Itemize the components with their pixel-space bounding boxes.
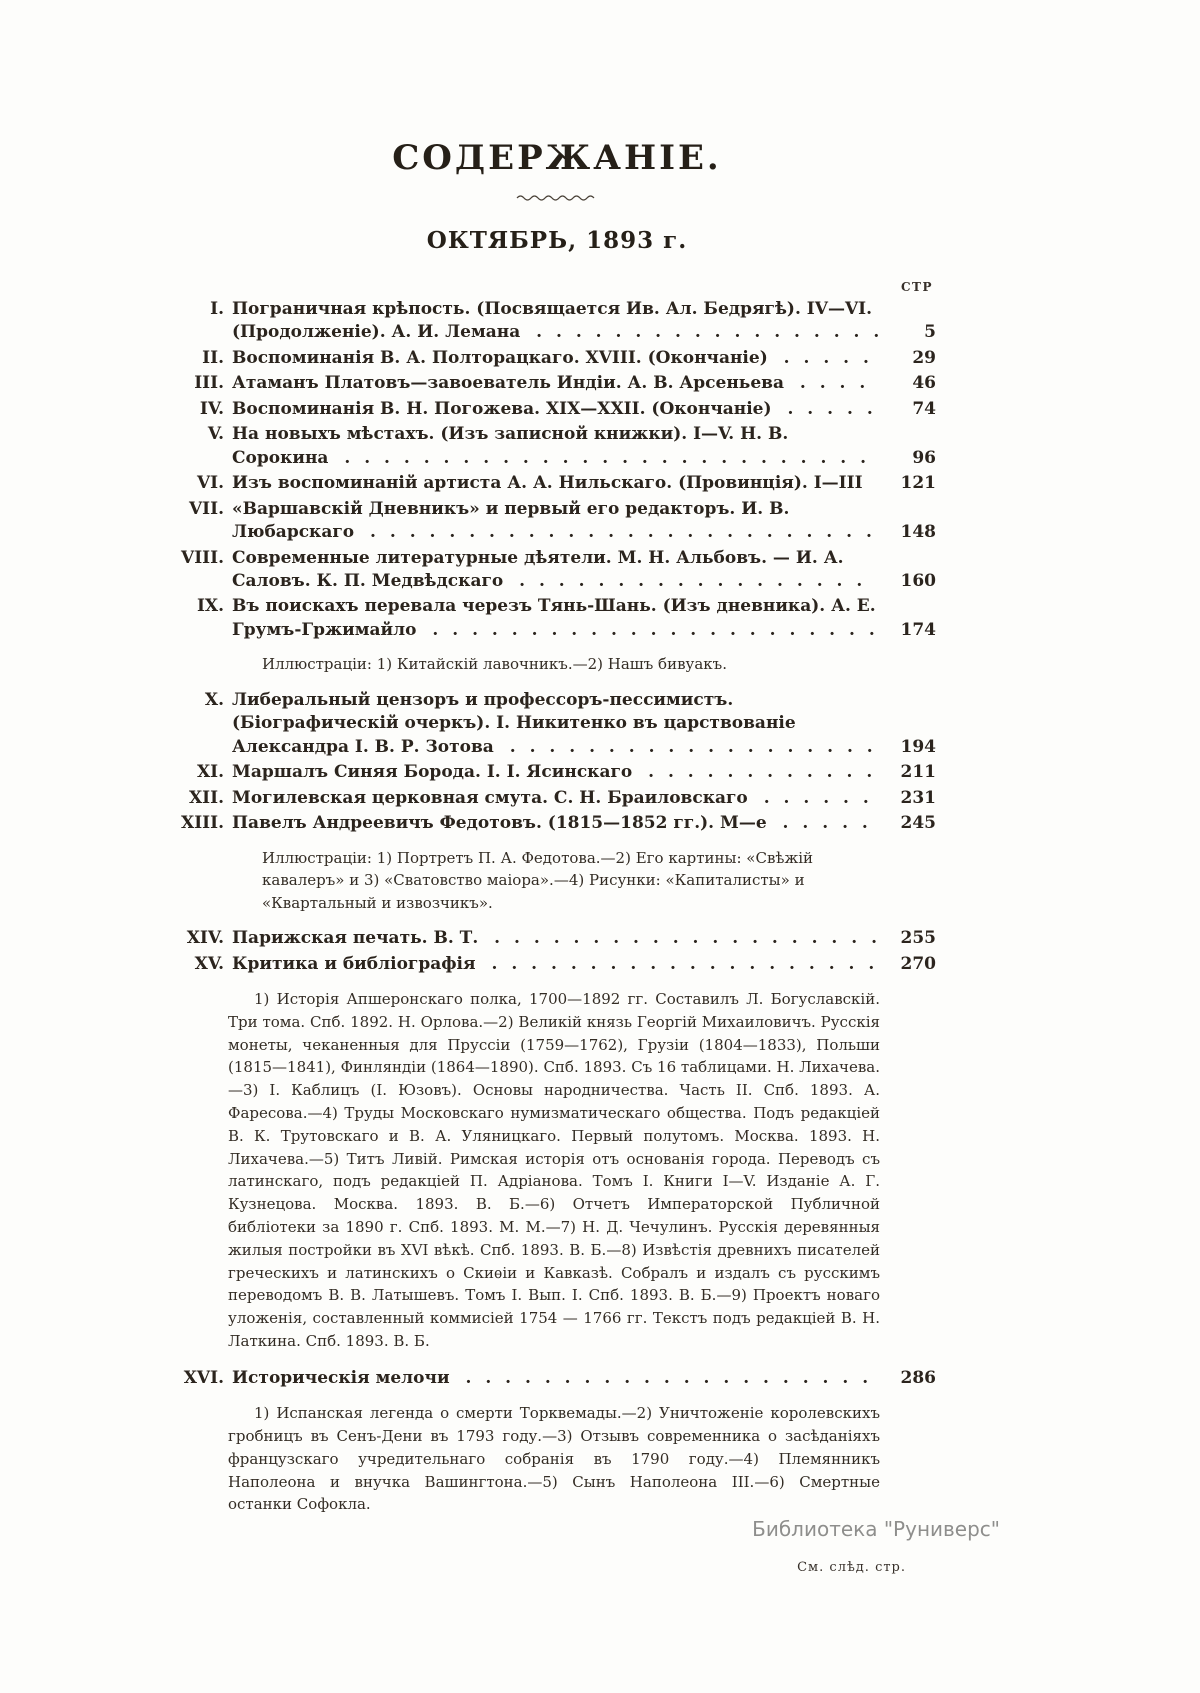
entry-number: X. [204,689,224,710]
entry-number: XIII. [181,813,224,834]
dot-leader: . . . . . . . . . . . . . . . . . . [526,322,884,343]
dot-leader: . . . . . [777,398,877,419]
entry-page: 74 [912,398,936,419]
entry-page: 174 [900,619,936,640]
entry-page: 160 [900,570,936,591]
illustrations-note: Иллюстраціи: 1) Портретъ П. А. Федотова.—2) Его картины: «Свѣжій кавалеръ» и 3) «Сватовство маіора».—4) Рисунки: «Капиталисты» и «Квартальный и извозчикъ». [262,848,814,912]
entry-page: 121 [900,473,936,494]
entry-number: III. [194,373,224,394]
toc-entry [178,689,936,759]
illustrations-note: Иллюстраціи: 1) Китайскій лавочникъ.—2) Нашъ бивуакъ. [262,655,727,674]
entry-title: Могилевская церковная смута. С. Н. Браиловскаго [232,787,748,808]
entry-title: Критика и библіографія [232,953,476,974]
toc-content [178,138,936,1575]
entry-number: IX. [196,596,224,617]
dot-leader [863,473,869,493]
toc-entry [178,595,936,642]
entry-page: 96 [912,447,936,468]
dot-leader: . . . . . [772,813,872,834]
toc-entry [178,298,936,345]
toc-entry [178,927,936,950]
entry-title: Либеральный цензоръ и профессоръ-пессимистъ. (Біографическій очеркъ). І. Никитенко въ царствованіе Александра I. В. Р. Зотова [232,689,796,757]
entry-title: Воспоминанія В. А. Полторацкаго. XVIII. (Окончаніе) [232,347,768,368]
entry-title: «Варшавскій Дневникъ» и первый его редакторъ. И. В. Любарскаго [232,498,790,543]
toc-entry [178,372,936,395]
squiggle-ornament [178,188,936,207]
page-title: СОДЕРЖАНІЕ. [392,138,722,178]
dot-leader: . . . . . . . . . . . . . . . . . . [509,570,867,591]
entry-page: 231 [900,787,936,808]
toc-entry [178,498,936,545]
entry-title: Атаманъ Платовъ—завоеватель Индіи. А. В. Арсеньева [232,373,784,394]
toc-entry [178,347,936,370]
toc-entry [178,472,936,495]
entry-title: Изъ воспоминаній артиста А. А. Нильскаго. (Провинція). I—III [232,473,863,494]
continuation-note: См. слѣд. стр. [797,1560,906,1576]
entry-title: Воспоминанія В. Н. Погожева. XIX—XXII. (Окончаніе) [232,398,772,419]
dot-leader: . . . . . . . . . . . . . . . . . . . [499,736,877,757]
library-watermark: Библиотека "Руниверс" [752,1517,1000,1541]
dot-leader: . . . . . . . . . . . . . . . . . . . . [481,953,879,974]
toc-entry [178,787,936,810]
miscellany-paragraph: 1) Испанская легенда о смерти Торквемады.—2) Уничтоженіе королевскихъ гробницъ въ Сенъ-Дени въ 1793 году.—3) Отзывъ современника о засѣданіяхъ французскаго учредительнаго собранія въ 1790 году.—4) Племянникъ Наполеона и внучка Вашингтона.—5) Сынъ Наполеона III.—6) Смертные останки Софокла. [228,1404,880,1514]
dot-leader: . . . . . . [753,787,873,808]
entry-title: Павелъ Андреевичъ Федотовъ. (1815—1852 гг.). М—е [232,813,767,834]
entry-page: 270 [900,953,936,974]
dot-leader: . . . . [789,373,870,394]
entry-number: XI. [196,762,224,783]
issue-subtitle: ОКТЯБРЬ, 1893 г. [426,227,688,254]
dot-leader: . . . . . [773,347,873,368]
entry-title: Пограничная крѣпость. (Посвящается Ив. Ал. Бедрягѣ). IV—VI. (Продолженіе). А. И. Лемана [232,299,872,343]
entry-number: I. [210,299,224,319]
entry-page: 5 [924,322,936,343]
entry-title: Историческія мелочи [232,1367,450,1388]
toc-entry [178,398,936,421]
entry-number: XII. [188,787,224,808]
dot-leader: . . . . . . . . . . . . . . . . . . . . [484,928,882,949]
toc-entry [178,761,936,784]
entry-page: 194 [900,736,936,757]
entry-number: V. [207,424,224,445]
entry-number: II. [202,347,224,368]
entry-number: VIII. [181,547,224,568]
entry-title: Въ поискахъ перевала черезъ Тянь-Шань. (Изъ дневника). А. Е. Грумъ-Гржимайло [232,596,876,640]
entry-title: Парижская печать. В. Т. [232,928,479,949]
entry-number: XIV. [186,928,224,949]
entry-title: Маршалъ Синяя Борода. І. І. Ясинскаго [232,762,633,783]
entry-page: 255 [900,928,936,949]
dot-leader: . . . . . . . . . . . . . . . . . . . . . [455,1367,873,1388]
entry-page: 245 [900,813,936,834]
entry-page: 286 [900,1367,936,1388]
entry-number: VII. [188,498,224,519]
entry-page: 46 [912,373,936,394]
entry-page: 148 [900,522,936,543]
entry-number: VI. [196,473,224,494]
dot-leader: . . . . . . . . . . . . . . . . . . . . . . . . . . . [334,447,871,468]
toc-entry [178,1367,936,1390]
entry-number: XV. [194,953,224,974]
toc-entry [178,547,936,594]
bibliography-paragraph: 1) Исторія Апшеронскаго полка, 1700—1892 гг. Составилъ Л. Богуславскій. Три тома. Спб. 1892. Н. Орлова.—2) Великій князь Георгій Михаиловичъ. Русскія монеты, чеканенныя для Пруссіи (1759—1762), Грузіи (1804—1833), Польши (1815—1841), Финляндіи (1864—1890). Спб. 1893. Съ 16 таблицами. Н. Лихачева.—3) І. Каблицъ (І. Юзовъ). Основы народничества. Часть II. Спб. 1893. А. Фаресова.—4) Труды Московскаго нумизматическаго общества. Подъ редакціей В. К. Трутовскаго и В. А. Уляницкаго. Первый полутомъ. Москва. 1893. Н. Лихачева.—5) Титъ Ливій. Римская исторія отъ основанія города. Переводъ съ латинскаго, подъ редакціей П. Адріанова. Томъ I. Книги I—V. Изданіе А. Г. Кузнецова. Москва. 1893. В. Б.—6) Отчетъ Императорской Публичной библіотеки за 1890 г. Спб. 1893. М. М.—7) Н. Д. Чечулинъ. Русскія деревянныя жилыя постройки въ XVI вѣкѣ. Спб. 1893. В. Б.—8) Извѣстія древнихъ писателей греческихъ и латинскихъ о Скиѳіи и Кавказѣ. Собралъ и издалъ съ русскимъ переводомъ В. В. Латышевъ. Томъ I. Вып. I. Спб. 1893. В. Б.—9) Проектъ новаго уложенія, составленный коммисіей 1754 — 1766 гг. Текстъ подъ редакціей В. Н. Латкина. Спб. 1893. В. Б. [228,989,880,1350]
dot-leader: . . . . . . . . . . . . . . . . . . . . . . . . . . [360,522,876,543]
entry-number: IV. [199,398,224,419]
entry-title: Современные литературные дѣятели. М. Н. Альбовъ. — И. А. Саловъ. К. П. Медвѣдскаго [232,547,844,591]
entry-page: 211 [900,762,936,783]
page-column-header: СТР [900,280,933,294]
toc-entry [178,423,936,470]
entry-page: 29 [912,347,936,368]
entry-number: XVI. [183,1367,224,1388]
toc-entry [178,812,936,835]
toc-entry [178,953,936,976]
dot-leader: . . . . . . . . . . . . . . . . . . . . . . . [422,619,879,640]
table-of-contents [178,298,936,1516]
dot-leader: . . . . . . . . . . . . [638,762,877,783]
entry-title: На новыхъ мѣстахъ. (Изъ записной книжки). I—V. Н. В. Сорокина [232,424,789,468]
